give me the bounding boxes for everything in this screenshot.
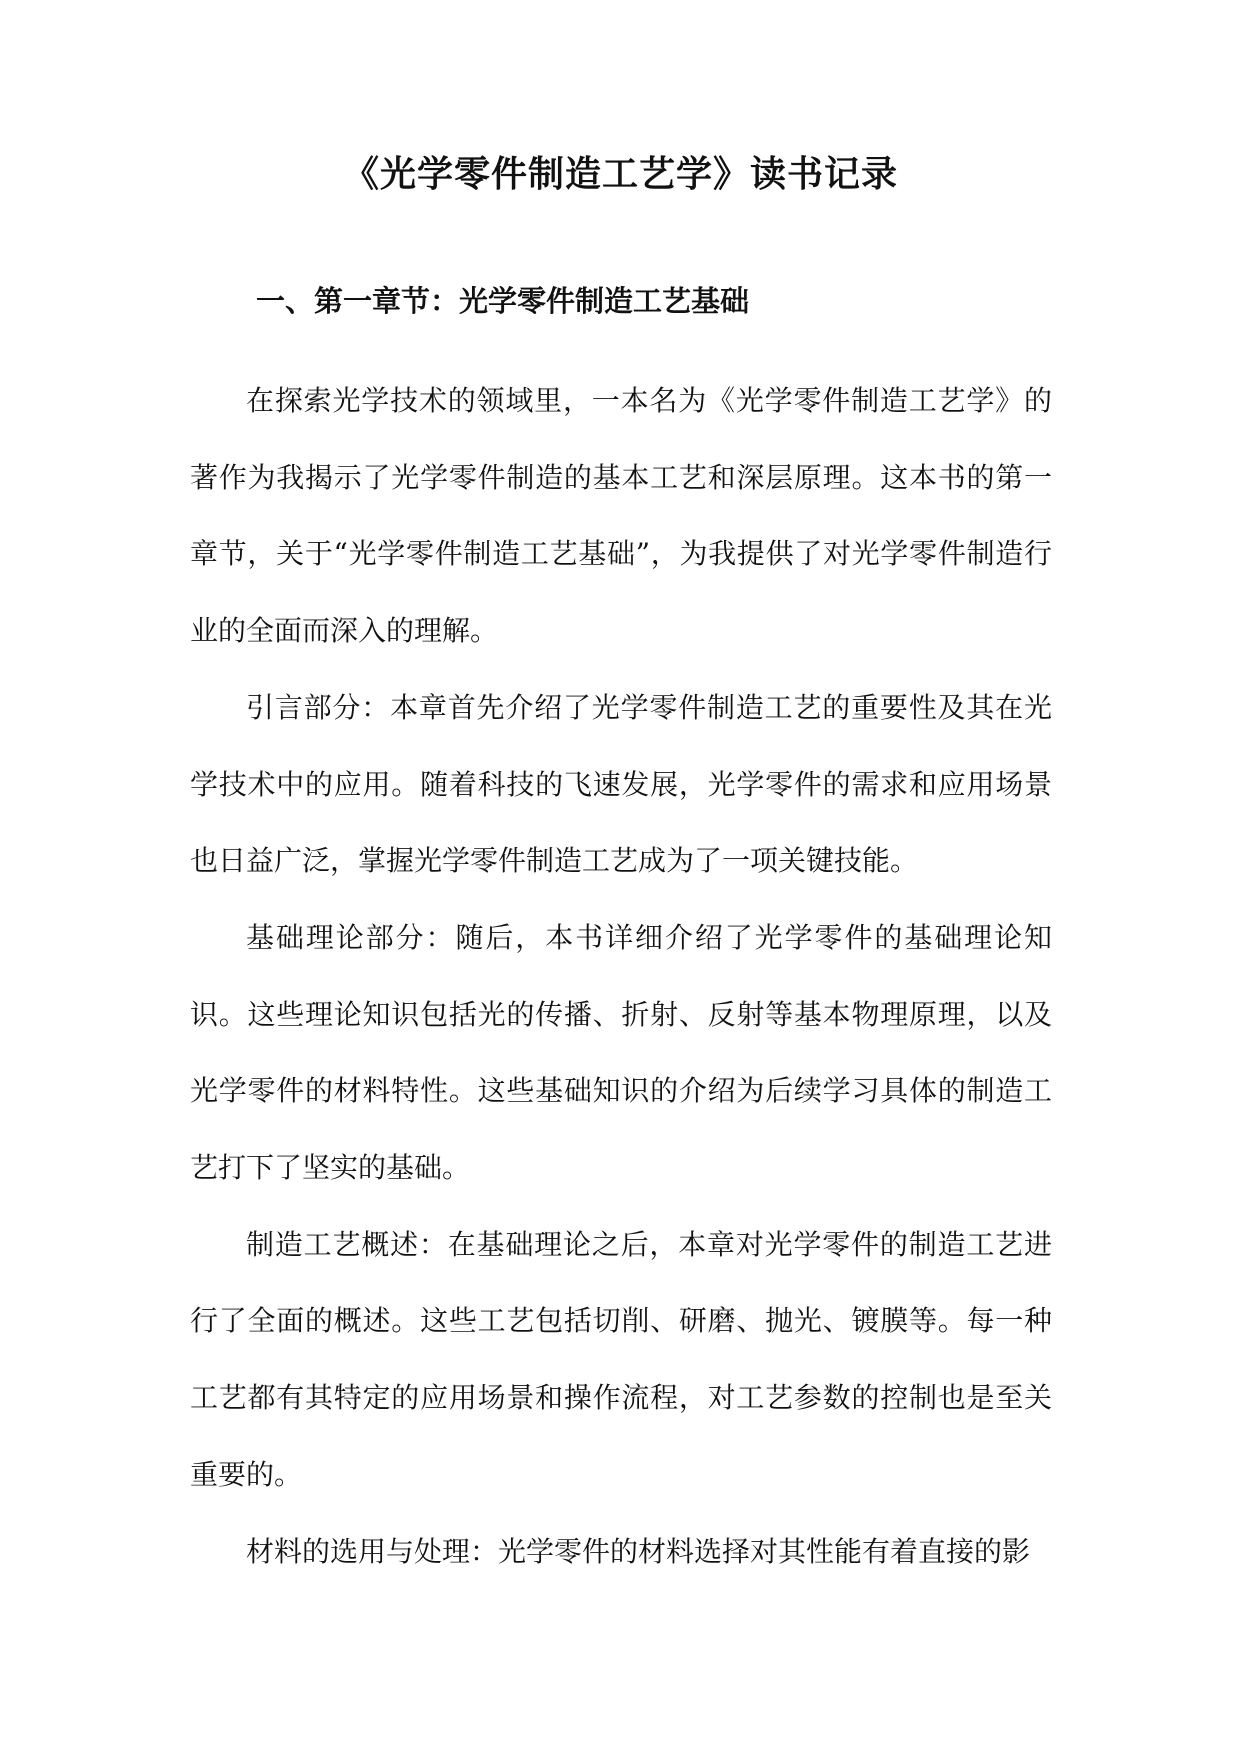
paragraph-introduction-part: 引言部分：本章首先介绍了光学零件制造工艺的重要性及其在光学技术中的应用。随着科技的飞速发展，光学零件的需求和应用场景也日益广泛，掌握光学零件制造工艺成为了一项关键技能。	[190, 690, 1052, 878]
body-text	[190, 363, 1052, 1590]
paragraph-basic-theory: 基础理论部分：随后，本书详细介绍了光学零件的基础理论知识。这些理论知识包括光的传播、折射、反射等基本物理原理，以及光学零件的材料特性。这些基础知识的介绍为后续学习具体的制造工艺打下了坚实的基础。	[190, 920, 1052, 1185]
document-title: 《光学零件制造工艺学》读书记录	[342, 154, 898, 195]
paragraph-intro: 在探索光学技术的领域里，一本名为《光学零件制造工艺学》的著作为我揭示了光学零件制造的基本工艺和深层原理。这本书的第一章节，关于“光学零件制造工艺基础”，为我提供了对光学零件制造行业的全面而深入的理解。	[190, 384, 1052, 648]
paragraph-materials: 材料的选用与处理：光学零件的材料选择对其性能有着直接的影	[246, 1534, 1031, 1568]
paragraph-process-overview: 制造工艺概述：在基础理论之后，本章对光学零件的制造工艺进行了全面的概述。这些工艺包括切削、研磨、抛光、镀膜等。每一种工艺都有其特定的应用场景和操作流程，对工艺参数的控制也是至关重要的。	[190, 1227, 1052, 1491]
section-heading: 一、第一章节：光学零件制造工艺基础	[256, 284, 750, 318]
